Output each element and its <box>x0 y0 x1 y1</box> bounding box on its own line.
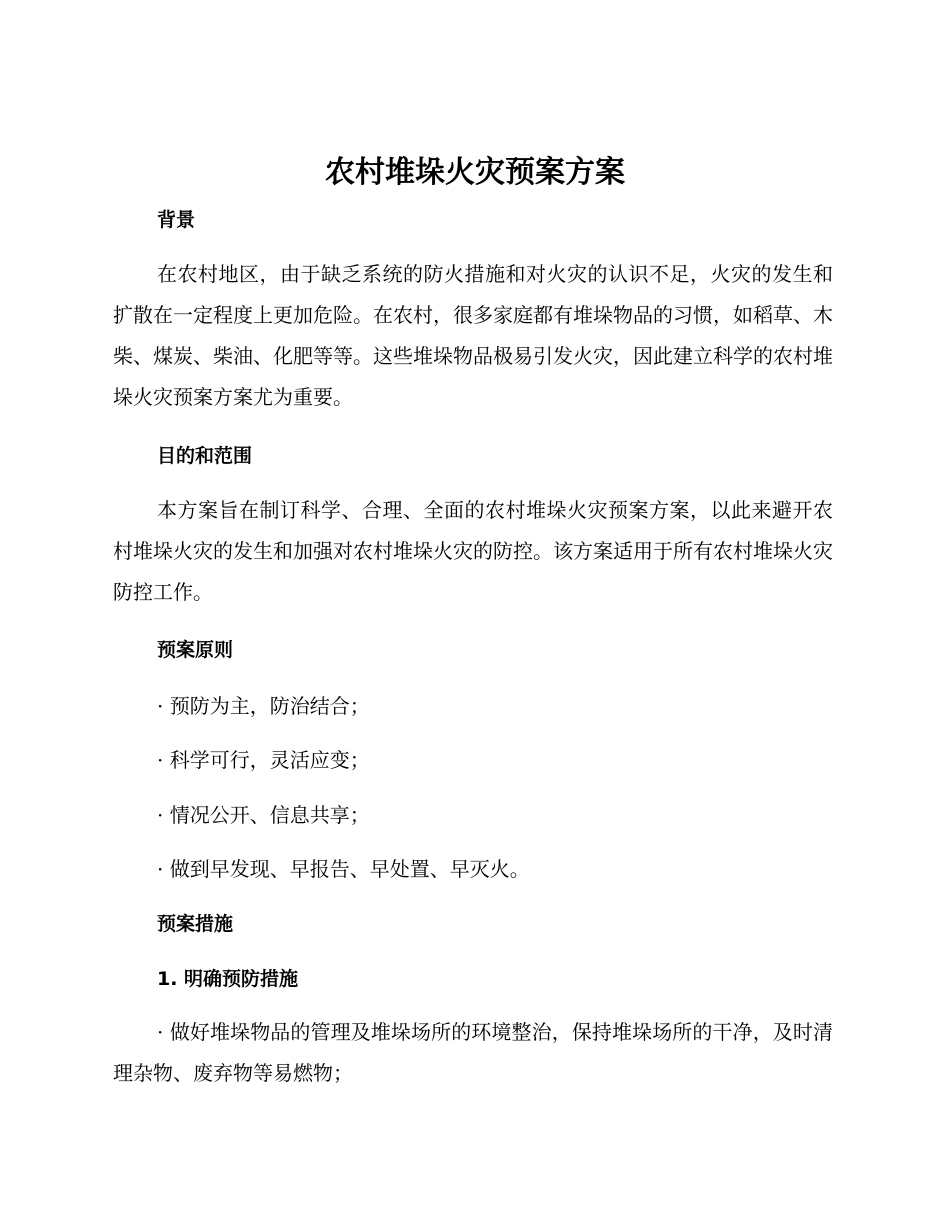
background-paragraph: 在农村地区，由于缺乏系统的防火措施和对火灾的认识不足，火灾的发生和扩散在一定程度上更加危险。在农村，很多家庭都有堆垛物品的习惯，如稻草、木柴、煤炭、柴油、化肥等等。这些堆垛物品极易引发火灾，因此建立科学的农村堆垛火灾预案方案尤为重要。 <box>113 262 833 409</box>
document-title: 农村堆垛火灾预案方案 <box>325 155 625 190</box>
section-heading-measures: 预案措施 <box>157 913 234 935</box>
principle-item: · 科学可行，灵活应变； <box>157 748 370 772</box>
section-heading-background: 背景 <box>157 209 196 231</box>
principle-item: · 做到早发现、早报告、早处置、早灭火。 <box>157 857 530 881</box>
section-heading-principles: 预案原则 <box>157 639 234 661</box>
principle-item: · 情况公开、信息共享； <box>157 803 370 827</box>
purpose-paragraph: 本方案旨在制订科学、合理、全面的农村堆垛火灾预案方案，以此来避开农村堆垛火灾的发生和加强对农村堆垛火灾的防控。该方案适用于所有农村堆垛火灾防控工作。 <box>113 498 833 604</box>
prevention-paragraph: · 做好堆垛物品的管理及堆垛场所的环境整治，保持堆垛场所的干净，及时清理杂物、废弃物等易燃物； <box>113 1020 833 1085</box>
section-heading-purpose: 目的和范围 <box>157 445 253 467</box>
principle-item: · 预防为主，防治结合； <box>157 694 370 718</box>
subsection-heading-prevention: 1. 明确预防措施 <box>157 968 299 990</box>
